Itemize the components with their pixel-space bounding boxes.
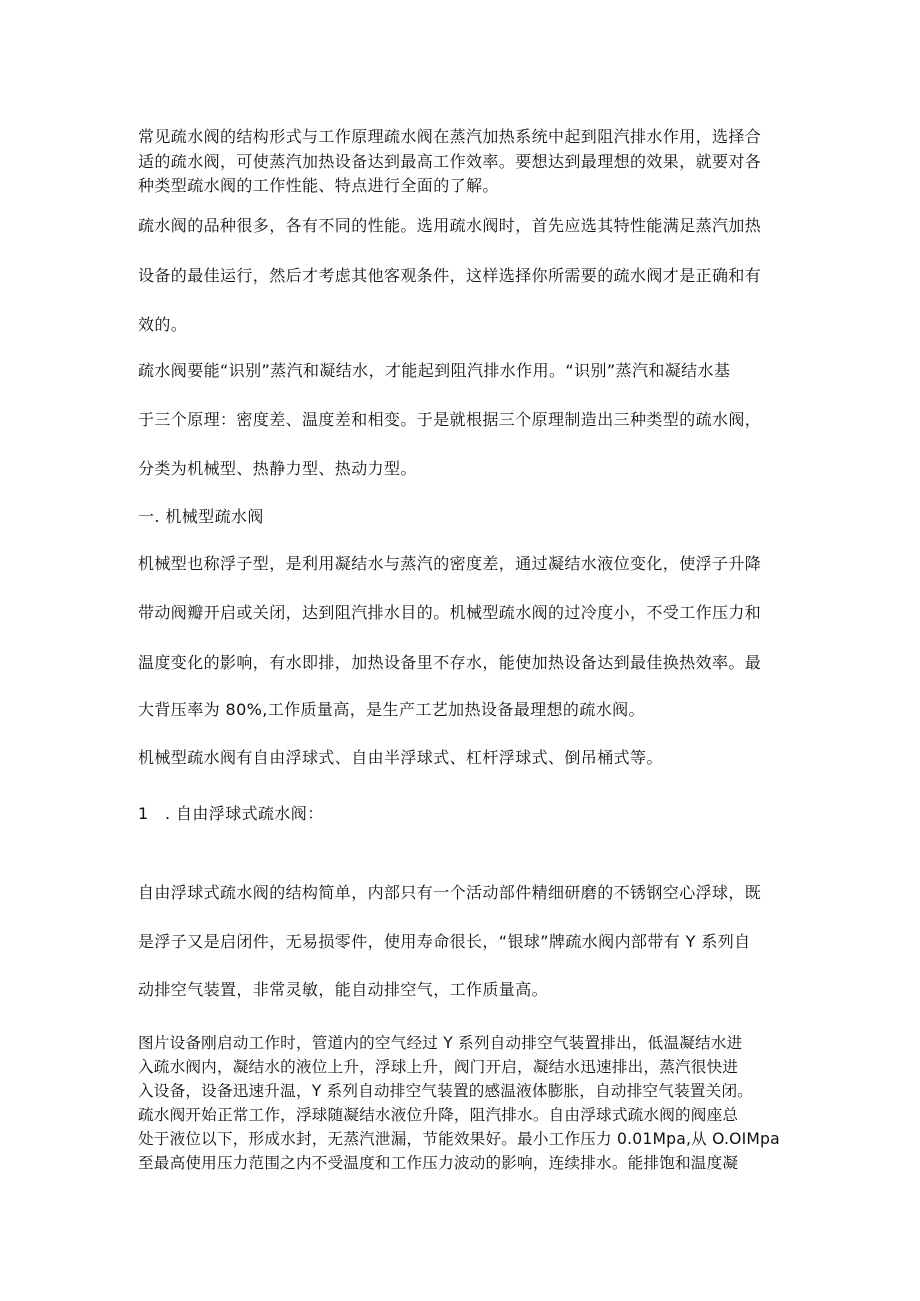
intro-line-1: 常见疏水阀的结构形式与工作原理疏水阀在蒸汽加热系统中起到阻汽排水作用，选择合 bbox=[138, 127, 762, 146]
varieties-line-1: 疏水阀的品种很多，各有不同的性能。选用疏水阀时，首先应选其特性能满足蒸汽加热 bbox=[138, 216, 762, 235]
free-float-line-3: 动排空气装置，非常灵敏，能自动排空气，工作质量高。 bbox=[138, 980, 549, 999]
intro-line-3: 种类型疏水阀的工作性能、特点进行全面的了解。 bbox=[138, 176, 499, 195]
mechanical-types-line: 机械型疏水阀有自由浮球式、自由半浮球式、杠杆浮球式、倒吊桶式等。 bbox=[138, 748, 663, 767]
operation-line-6: 至最高使用压力范围之内不受温度和工作压力波动的影响，连续排水。能排饱和温度凝 bbox=[138, 1154, 739, 1172]
operation-line-1: 图片设备刚启动工作时，管道内的空气经过 Y 系列自动排空气装置排出，低温凝结水进 bbox=[138, 1034, 743, 1052]
subsection-heading-free-float: 1 . 自由浮球式疏水阀： bbox=[138, 804, 324, 823]
operation-line-3: 入设备，设备迅速升温，Y 系列自动排空气装置的感温液体膨胀，自动排空气装置关闭。 bbox=[138, 1082, 754, 1100]
operation-line-4: 疏水阀开始正常工作，浮球随凝结水液位升降，阻汽排水。自由浮球式疏水阀的阀座总 bbox=[138, 1106, 739, 1124]
mechanical-line-3: 温度变化的影响，有水即排，加热设备里不存水，能使加热设备达到最佳换热效率。最 bbox=[138, 653, 762, 672]
operation-line-2: 入疏水阀内，凝结水的液位上升，浮球上升，阀门开启，凝结水迅速排出，蒸汽很快进 bbox=[138, 1058, 739, 1076]
operation-line-5: 处于液位以下，形成水封，无蒸汽泄漏，节能效果好。最小工作压力 0.01Mpa,从 O.OIMpa bbox=[138, 1130, 780, 1148]
identify-line-1: 疏水阀要能“识别”蒸汽和凝结水，才能起到阻汽排水作用。“识别”蒸汽和凝结水基 bbox=[138, 361, 731, 380]
identify-line-2: 于三个原理：密度差、温度差和相变。于是就根据三个原理制造出三种类型的疏水阀， bbox=[138, 410, 762, 429]
identify-line-3: 分类为机械型、热静力型、热动力型。 bbox=[138, 459, 417, 478]
free-float-line-1: 自由浮球式疏水阀的结构简单，内部只有一个活动部件精细研磨的不锈钢空心浮球，既 bbox=[138, 883, 762, 902]
mechanical-line-4: 大背压率为 80%,工作质量高，是生产工艺加热设备最理想的疏水阀。 bbox=[138, 700, 645, 719]
varieties-line-2: 设备的最佳运行，然后才考虑其他客观条件，这样选择你所需要的疏水阀才是正确和有 bbox=[138, 266, 762, 285]
mechanical-line-1: 机械型也称浮子型，是利用凝结水与蒸汽的密度差，通过凝结水液位变化，使浮子升降 bbox=[138, 554, 762, 573]
varieties-line-3: 效的。 bbox=[138, 315, 188, 334]
intro-line-2: 适的疏水阀，可使蒸汽加热设备达到最高工作效率。要想达到最理想的效果，就要对各 bbox=[138, 152, 762, 171]
free-float-line-2: 是浮子又是启闭件，无易损零件，使用寿命很长，“银球”牌疏水阀内部带有 Y 系列自 bbox=[138, 932, 751, 951]
section-heading-mechanical: 一. 机械型疏水阀 bbox=[138, 507, 264, 526]
mechanical-line-2: 带动阀瓣开启或关闭，达到阻汽排水目的。机械型疏水阀的过冷度小，不受工作压力和 bbox=[138, 603, 762, 622]
